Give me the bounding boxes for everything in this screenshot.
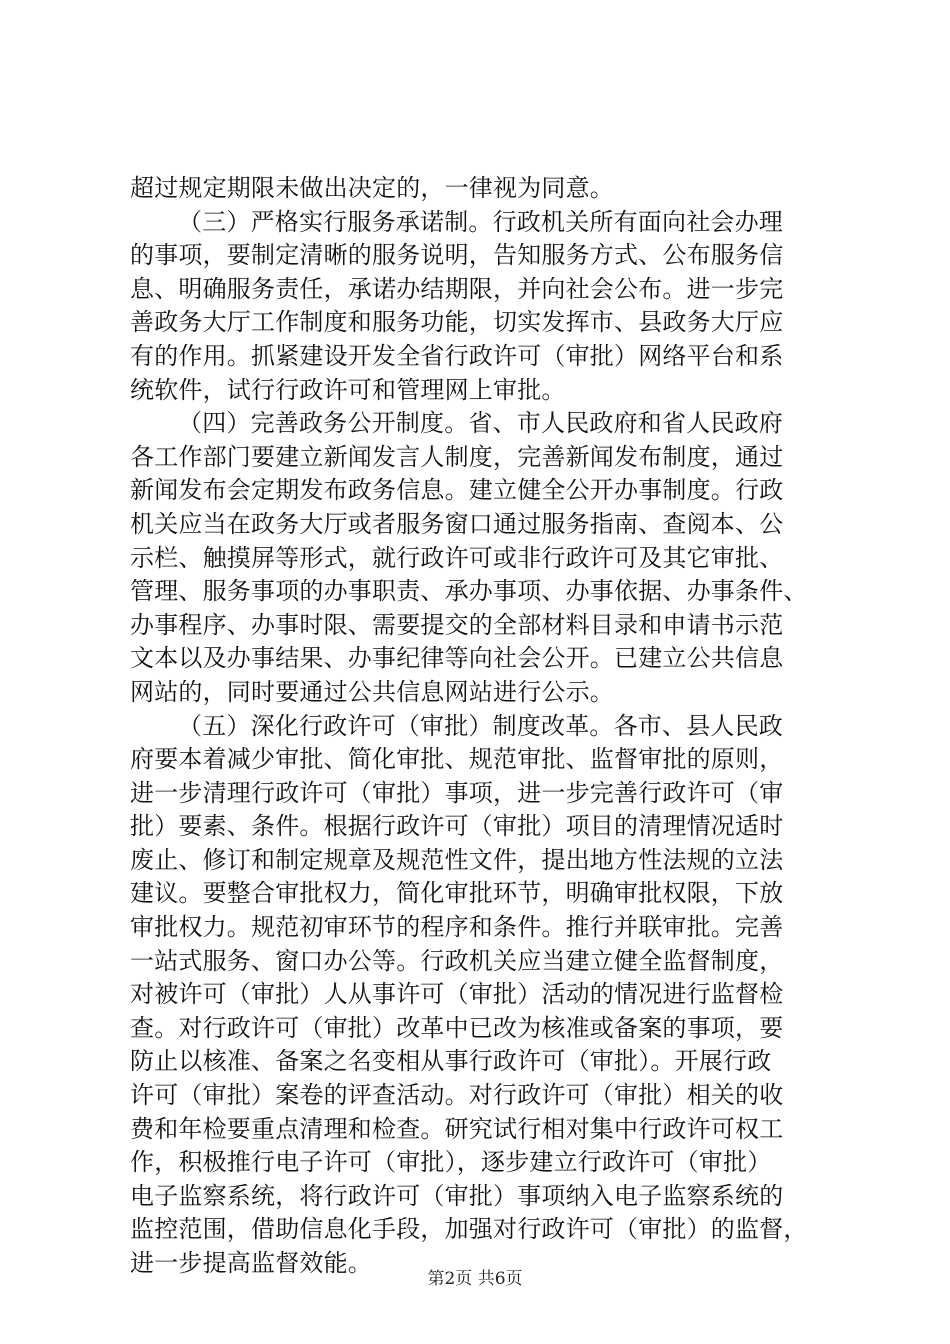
text-line: 新闻发布会定期发布政务信息。建立健全公开办事制度。行政 (130, 476, 784, 505)
text-line: 统软件，试行行政许可和管理网上审批。 (130, 375, 566, 404)
page-number-footer: 第2页 共6页 (427, 1269, 523, 1289)
text-line: 批）要素、条件。根据行政许可（审批）项目的清理情况适时 (130, 812, 784, 841)
text-line: 的事项，要制定清晰的服务说明，告知服务方式、公布服务信 (130, 241, 784, 270)
text-line: 文本以及办事结果、办事纪律等向社会公开。已建立公共信息 (130, 644, 784, 673)
text-line-paragraph-start: （五）深化行政许可（审批）制度改革。各市、县人民政 (178, 711, 783, 740)
text-line: 许可（审批）案卷的评查活动。对行政许可（审批）相关的收 (130, 1081, 784, 1110)
text-line: 监控范围，借助信息化手段，加强对行政许可（审批）的监督， (130, 1215, 808, 1244)
text-line: 进一步提高监督效能。 (130, 1249, 372, 1277)
text-line: 息、明确服务责任，承诺办结期限，并向社会公布。进一步完 (130, 274, 784, 303)
text-line-paragraph-start: （四）完善政务公开制度。省、市人民政府和省人民政府 (178, 409, 783, 438)
text-line: 电子监察系统，将行政许可（审批）事项纳入电子监察系统的 (130, 1181, 784, 1210)
text-line: 机关应当在政务大厅或者服务窗口通过服务指南、查阅本、公 (130, 509, 784, 538)
text-line: 对被许可（审批）人从事许可（审批）活动的情况进行监督检 (130, 980, 784, 1009)
text-line: 费和年检要重点清理和检查。研究试行相对集中行政许可权工 (130, 1114, 784, 1143)
text-line: 审批权力。规范初审环节的程序和条件。推行并联审批。完善 (130, 913, 784, 942)
text-line: 网站的，同时要通过公共信息网站进行公示。 (130, 677, 614, 706)
text-line: 防止以核准、备案之名变相从事行政许可（审批）。开展行政 (130, 1047, 772, 1076)
text-line: 各工作部门要建立新闻发言人制度，完善新闻发布制度，通过 (130, 442, 784, 471)
text-line: 超过规定期限未做出决定的，一律视为同意。 (130, 174, 614, 202)
text-line: 管理、服务事项的办事职责、承办事项、办事依据、办事条件、 (130, 577, 808, 606)
text-line: 一站式服务、窗口办公等。行政机关应当建立健全监督制度， (130, 946, 784, 975)
text-line-paragraph-start: （三）严格实行服务承诺制。行政机关所有面向社会办理 (178, 207, 783, 236)
text-line: 建议。要整合审批权力，简化审批环节，明确审批权限，下放 (130, 879, 784, 908)
text-line: 废止、修订和制定规章及规范性文件，提出地方性法规的立法 (130, 845, 784, 874)
text-line: 示栏、触摸屏等形式，就行政许可或非行政许可及其它审批、 (130, 543, 784, 572)
text-line: 作，积极推行电子许可（审批），逐步建立行政许可（审批） (130, 1148, 772, 1177)
text-line: 查。对行政许可（审批）改革中已改为核准或备案的事项，要 (130, 1013, 784, 1042)
text-line: 办事程序、办事时限、需要提交的全部材料目录和申请书示范 (130, 610, 784, 639)
text-line: 善政务大厅工作制度和服务功能，切实发挥市、县政务大厅应 (130, 308, 784, 337)
body-text (130, 172, 842, 1281)
text-line: 有的作用。抓紧建设开发全省行政许可（审批）网络平台和系 (130, 341, 784, 370)
text-line: 进一步清理行政许可（审批）事项，进一步完善行政许可（审 (130, 778, 784, 807)
text-line: 府要本着减少审批、简化审批、规范审批、监督审批的原则， (130, 745, 784, 774)
